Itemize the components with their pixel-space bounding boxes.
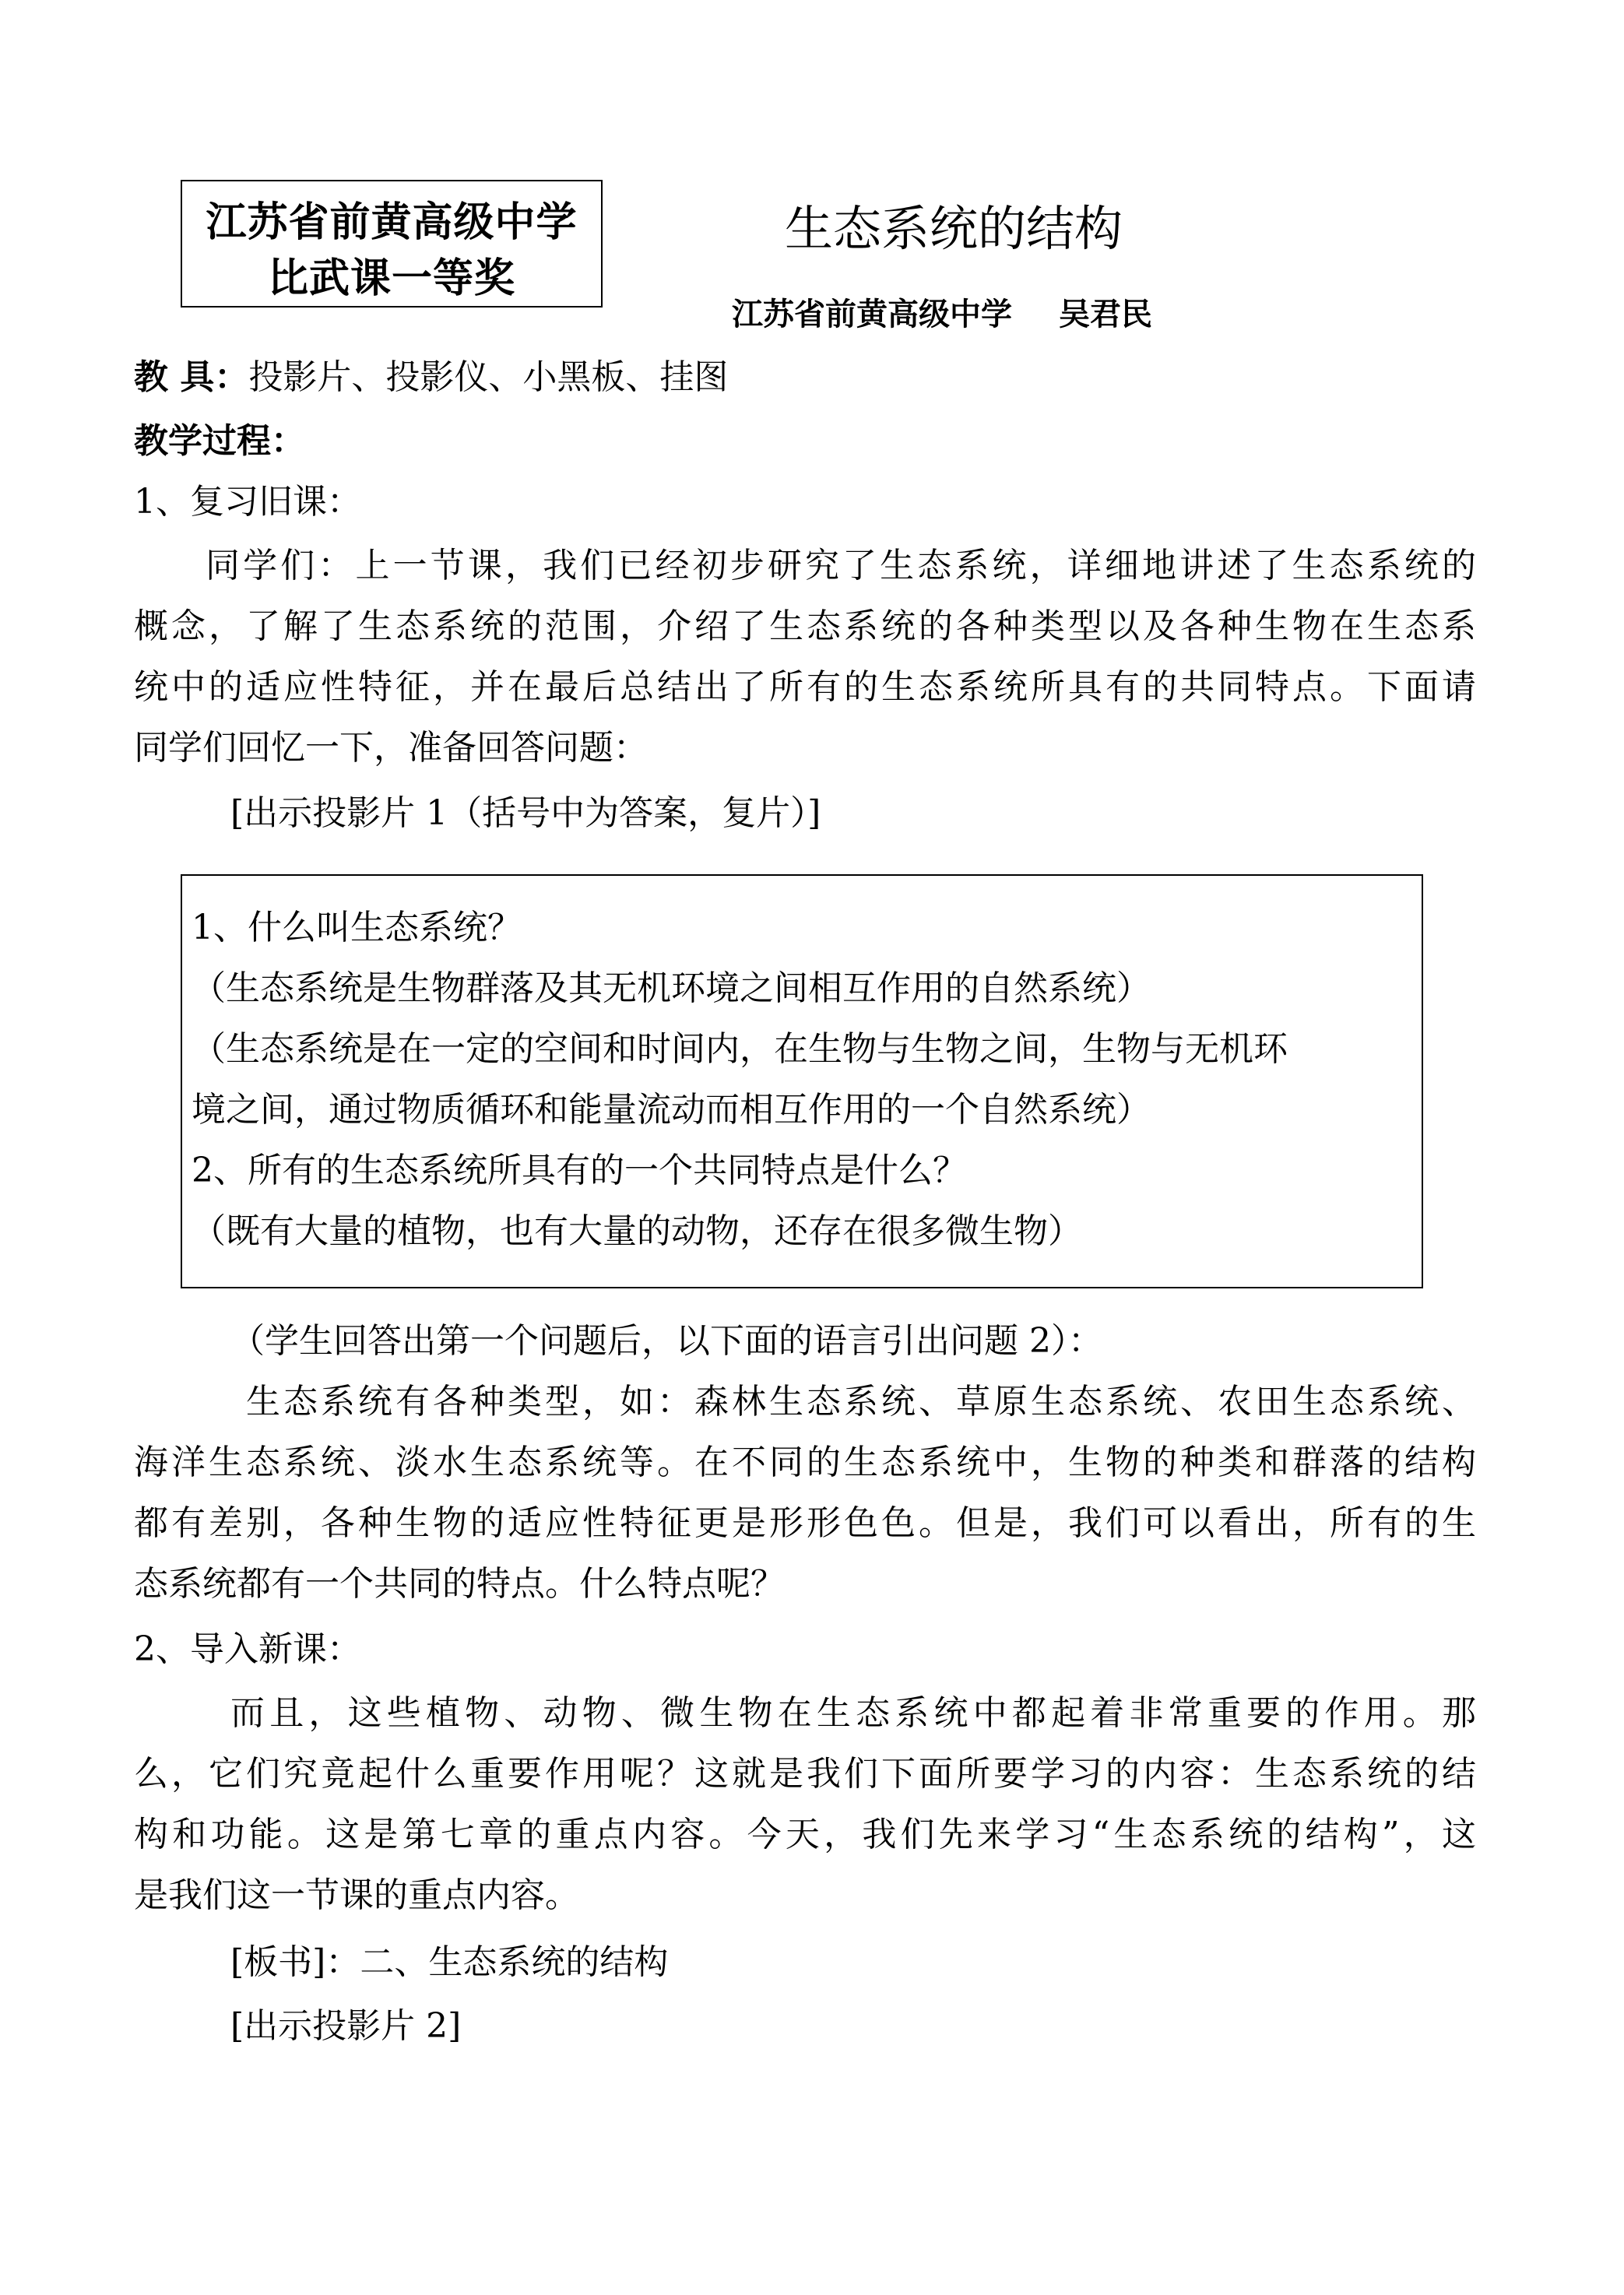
tools-label: 教 具：	[134, 357, 249, 397]
para2-line-1: 生态系统有各种类型，如：森林生态系统、草原生态系统、农田生态系统、	[246, 1382, 1476, 1422]
award-box	[181, 180, 603, 308]
slide1-line-5: 2、所有的生态系统所具有的一个共同特点是什么？	[192, 1151, 967, 1190]
section1-line-4: 同学们回忆一下，准备回答问题：	[134, 728, 648, 768]
slide1-line-1: 1、什么叫生态系统？	[192, 908, 522, 947]
section1-line-3: 统中的适应性特征，并在最后总结出了所有的生态系统所具有的共同特点。下面请	[134, 667, 1476, 707]
author-school: 江苏省前黄高级中学	[732, 297, 1012, 332]
slide1-line-3: （生态系统是在一定的空间和时间内，在生物与生物之间，生物与无机环	[192, 1029, 1288, 1069]
slide1-note: [出示投影片 1（括号中为答案，复片）]	[230, 793, 821, 833]
author-name: 吴君民	[1059, 297, 1152, 332]
section2-line-4: 是我们这一节课的重点内容。	[134, 1875, 579, 1915]
slide1-line-2: （生态系统是生物群落及其无机环境之间相互作用的自然系统）	[192, 968, 1151, 1008]
section2-line-3: 构和功能。这是第七章的重点内容。今天，我们先来学习“生态系统的结构”，这	[134, 1815, 1476, 1854]
page-title: 生态系统的结构	[785, 200, 1123, 257]
tools-value: 投影片、投影仪、小黑板、挂图	[248, 357, 729, 397]
para2-line-4: 态系统都有一个共同的特点。什么特点呢？	[134, 1564, 785, 1604]
section2-heading: 2、导入新课：	[134, 1629, 361, 1669]
board-note: [板书]：二、生态系统的结构	[230, 1942, 669, 1982]
slide1-line-4: 境之间，通过物质循环和能量流动而相互作用的一个自然系统）	[192, 1090, 1151, 1130]
section1-line-1: 同学们：上一节课，我们已经初步研究了生态系统，详细地讲述了生态系统的	[206, 546, 1476, 585]
para2-line-2: 海洋生态系统、淡水生态系统等。在不同的生态系统中，生物的种类和群落的结构	[134, 1443, 1476, 1482]
slide2-note: [出示投影片 2]	[230, 2006, 462, 2046]
slide1-box	[181, 874, 1423, 1288]
section1-line-2: 概念，了解了生态系统的范围，介绍了生态系统的各种类型以及各种生物在生态系	[134, 606, 1476, 646]
author-line	[732, 290, 1152, 334]
process-heading: 教学过程：	[134, 421, 305, 461]
slide1-line-6: （既有大量的植物，也有大量的动物，还存在很多微生物）	[192, 1211, 1082, 1251]
section2-line-2: 么，它们究竟起什么重要作用呢？这就是我们下面所要学习的内容：生态系统的结	[134, 1754, 1476, 1794]
section1-heading: 1、复习旧课：	[134, 482, 361, 522]
para2-line-3: 都有差别，各种生物的适应性特征更是形形色色。但是，我们可以看出，所有的生	[134, 1503, 1476, 1543]
section2-line-1: 而且，这些植物、动物、微生物在生态系统中都起着非常重要的作用。那	[230, 1693, 1476, 1733]
transition-note: （学生回答出第一个问题后，以下面的语言引出问题 2）：	[230, 1321, 1102, 1361]
award-line-1: 江苏省前黄高级中学	[206, 199, 578, 246]
tools-line	[134, 349, 728, 399]
award-line-2: 比武课一等奖	[267, 255, 515, 302]
